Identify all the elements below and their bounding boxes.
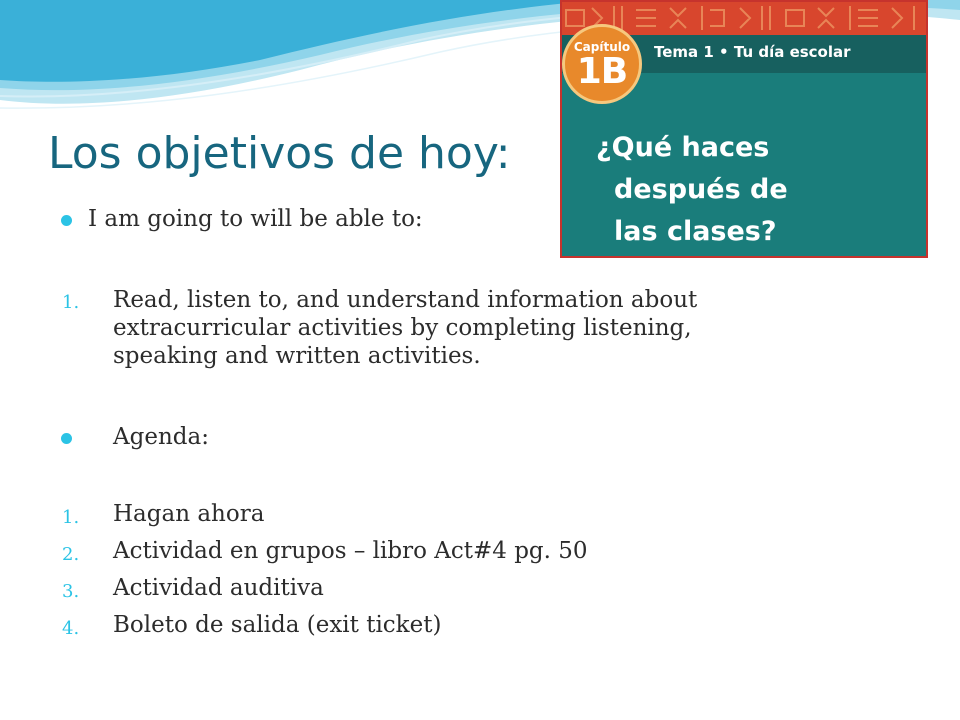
chapter-badge-label: Capítulo	[573, 40, 631, 54]
chapter-badge	[562, 24, 642, 104]
bullet-dot	[61, 215, 72, 226]
agenda-item: Actividad auditiva	[113, 575, 324, 601]
cover-question-line: las clases?	[614, 216, 777, 247]
agenda-item: Boleto de salida (exit ticket)	[113, 612, 442, 638]
cover-question-line: ¿Qué haces	[596, 132, 770, 163]
agenda-number: 3.	[62, 581, 80, 602]
objective-number: 1.	[62, 292, 80, 313]
slide-title: Los objetivos de hoy:	[48, 128, 511, 179]
objective-line: speaking and written activities.	[113, 343, 481, 369]
cover-header-text: Tema 1 • Tu día escolar	[654, 43, 851, 61]
agenda-heading: Agenda:	[113, 424, 209, 450]
objective-line: extracurricular activities by completing listening,	[113, 315, 692, 341]
objective-intro: I am going to will be able to:	[88, 206, 423, 232]
agenda-item: Actividad en grupos – libro Act#4 pg. 50	[113, 538, 588, 564]
objective-line: Read, listen to, and understand information about	[113, 287, 698, 313]
agenda-number: 4.	[62, 618, 80, 639]
chapter-badge-code: 1B	[576, 51, 628, 92]
agenda-number: 1.	[62, 507, 80, 528]
agenda-item: Hagan ahora	[113, 501, 265, 527]
agenda-number: 2.	[62, 544, 80, 565]
textbook-cover-image	[560, 0, 928, 258]
cover-question-line: después de	[614, 174, 788, 205]
bullet-dot	[61, 433, 72, 444]
